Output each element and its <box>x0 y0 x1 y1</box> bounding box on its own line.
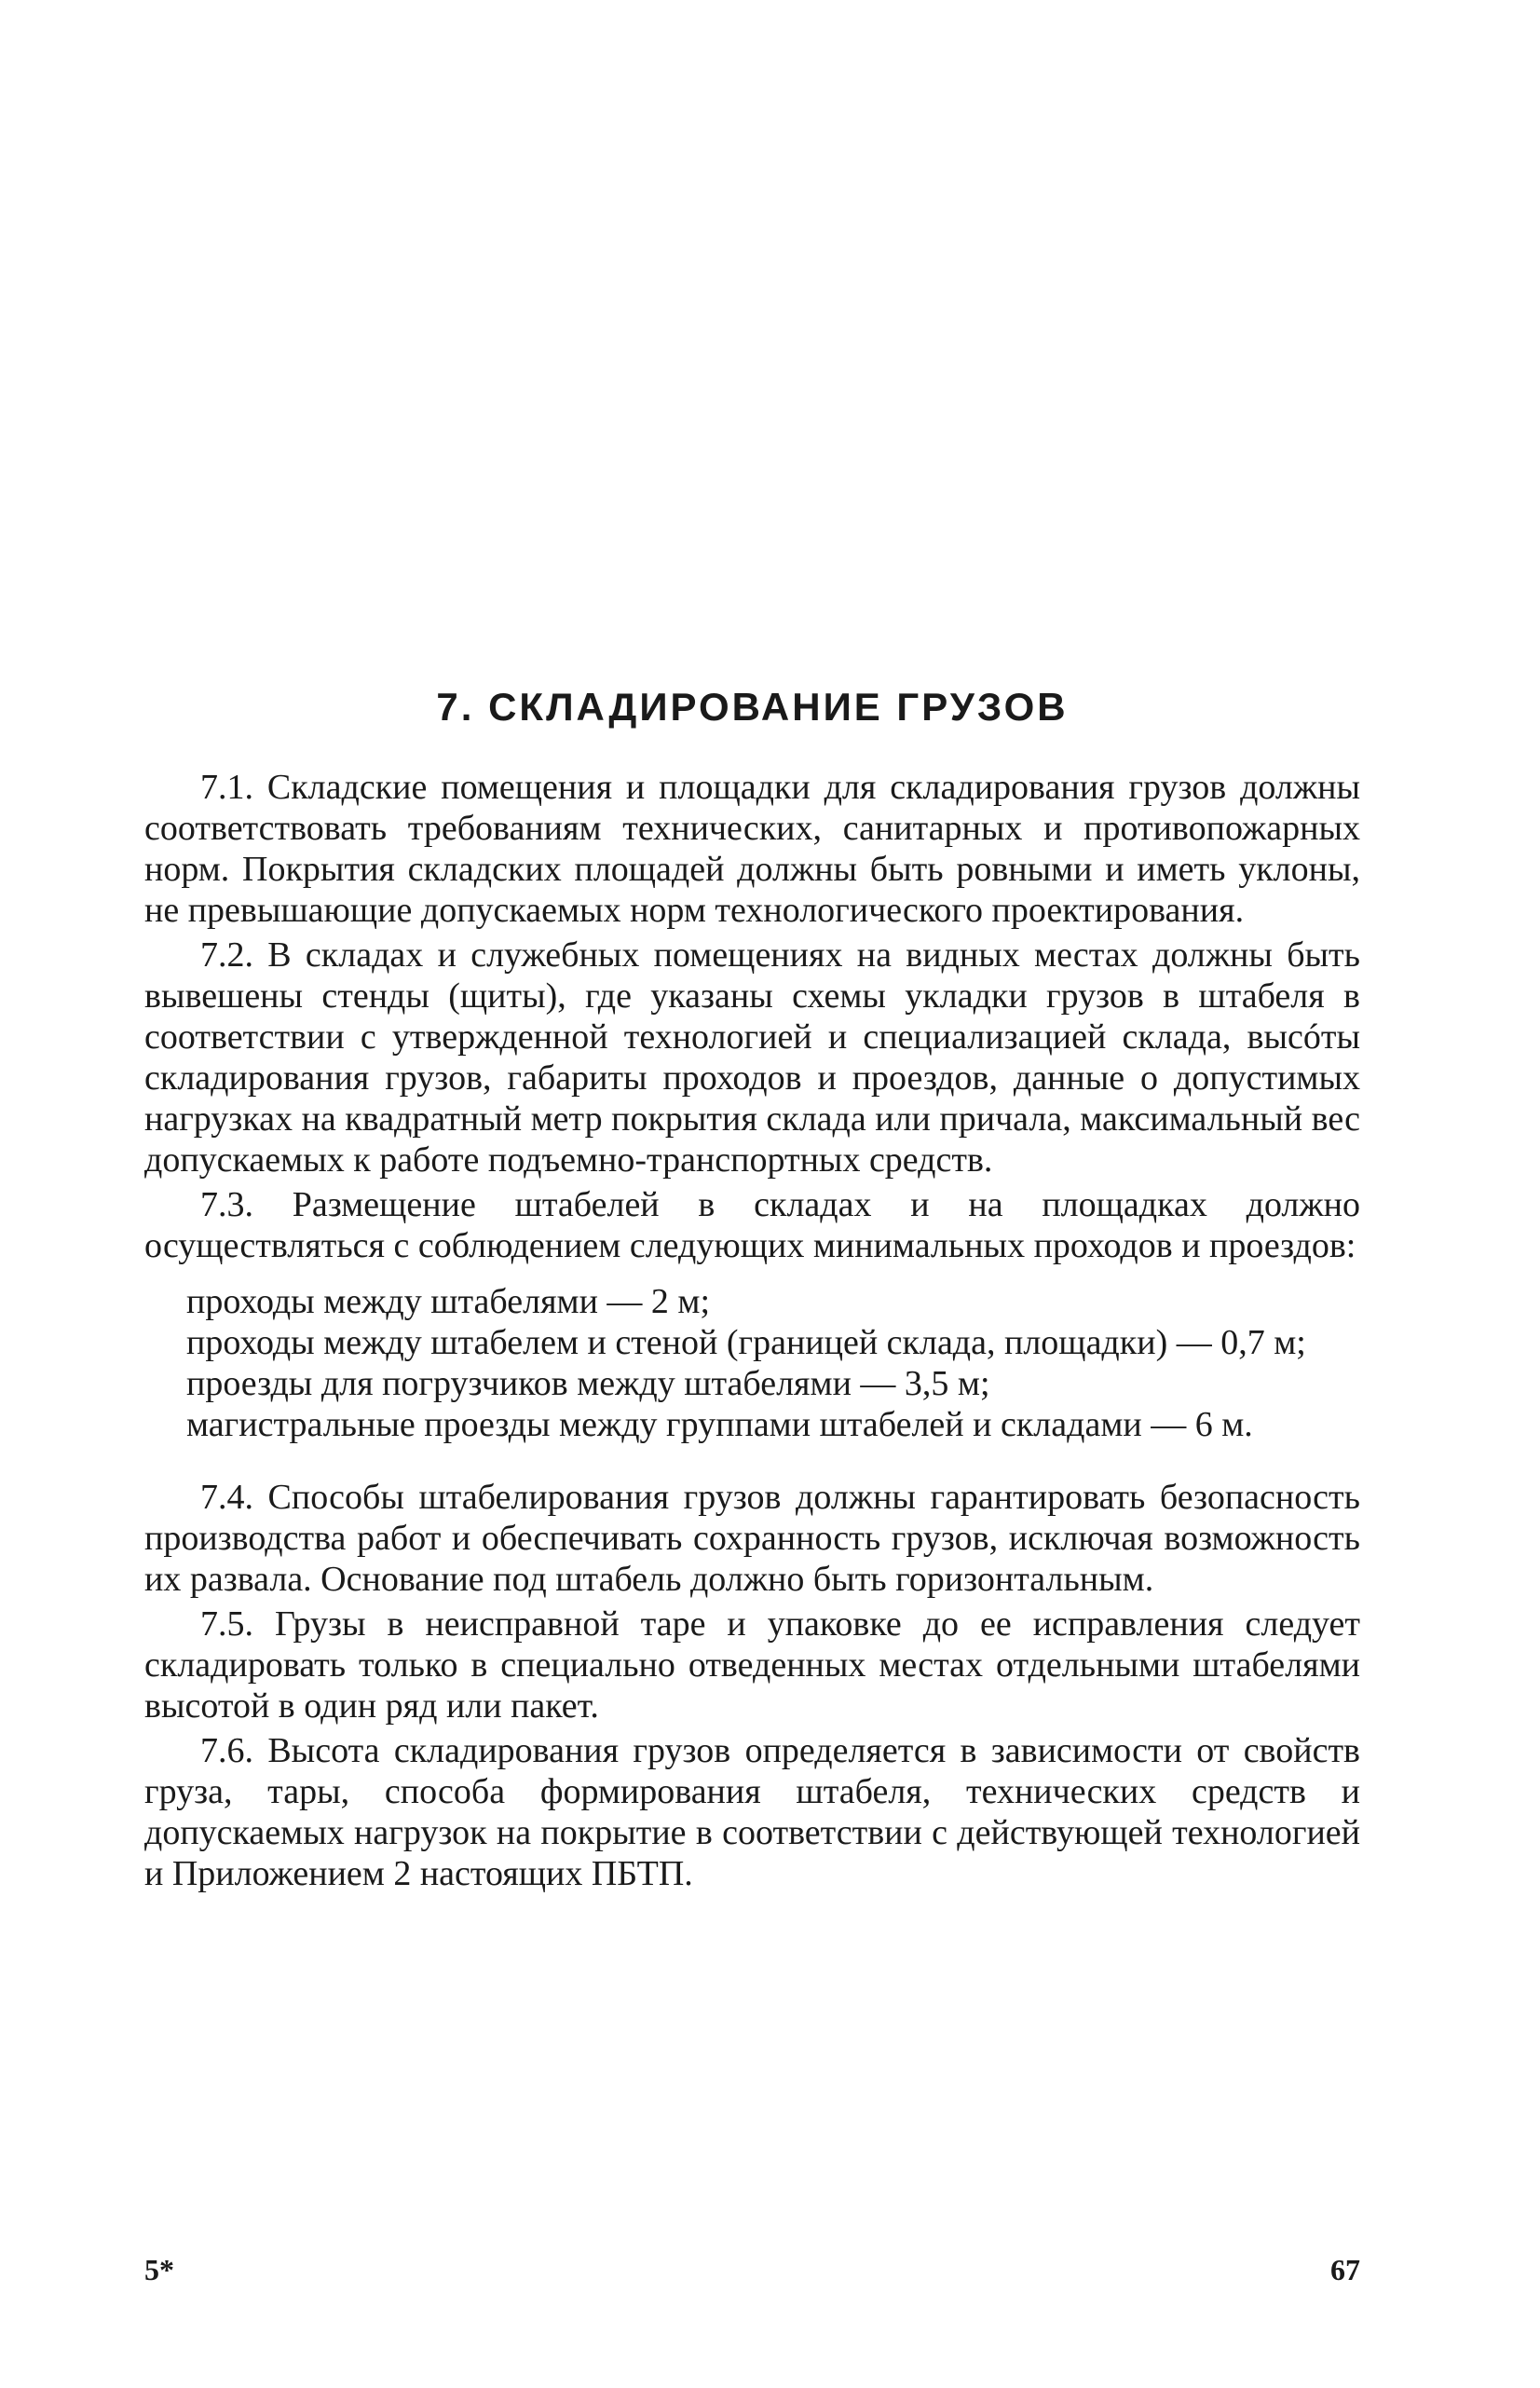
clearance-list <box>144 1281 1360 1445</box>
page-footer <box>144 2253 1360 2287</box>
list-item: проезды для погрузчиков между штабелями — 3,5 м; <box>186 1364 990 1403</box>
paragraph-7-1: 7.1. Складские помещения и площадки для складирования грузов должны соответствовать требованиям технических, санитарных и противопожарных норм. Покрытия складских площадей должны быть ровными и иметь уклоны, не превышающие допускаемых норм технологического проектирования. <box>144 768 1360 930</box>
paragraph-7-3: 7.3. Размещение штабелей в складах и на площадках должно осуществляться с соблюдением следующих минимальных проходов и проездов: <box>144 1185 1360 1265</box>
section-title: 7. СКЛАДИРОВАНИЕ ГРУЗОВ <box>436 685 1069 729</box>
list-item: проходы между штабелями — 2 м; <box>186 1282 711 1321</box>
signature-mark: 5* <box>144 2253 174 2286</box>
paragraph-7-6: 7.6. Высота складирования грузов определяется в зависимости от свойств груза, тары, способа формирования штабеля, технических средств и допускаемых нагрузок на покрытие в соответствии с действующей технологией и Приложением 2 настоящих ПБТП. <box>144 1731 1360 1893</box>
list-item: магистральные проезды между группами штабелей и складами — 6 м. <box>186 1405 1253 1444</box>
paragraph-7-2: 7.2. В складах и служебных помещениях на видных местах должны быть вывешены стенды (щиты), где указаны схемы укладки грузов в штабеля в соответствии с утвержденной технологией и специализацией склада, высóты складирования грузов, габариты проходов и проездов, данные о допустимых нагрузках на квадратный метр покрытия склада или причала, максимальный вес допускаемых к работе подъемно-транспортных средств. <box>144 935 1360 1180</box>
page-number: 67 <box>1330 2253 1360 2286</box>
document-page <box>144 685 1360 1898</box>
list-item: проходы между штабелем и стеной (границей склада, площадки) — 0,7 м; <box>186 1323 1306 1362</box>
paragraph-7-4: 7.4. Способы штабелирования грузов должны гарантировать безопасность производства работ и обеспечивать сохранность грузов, исключая возможность их развала. Основание под штабель должно быть горизонтальным. <box>144 1478 1360 1599</box>
paragraph-7-5: 7.5. Грузы в неисправной таре и упаковке до ее исправления следует складировать только в специально отведенных местах отдельными штабелями высотой в один ряд или пакет. <box>144 1604 1360 1726</box>
